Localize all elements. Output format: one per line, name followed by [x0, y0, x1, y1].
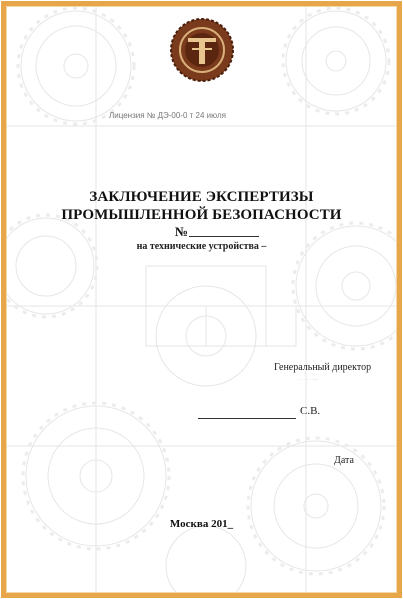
signature-blank-line: [198, 418, 296, 419]
document-subtitle: на технические устройства –: [136, 241, 267, 252]
date-label: Дата: [334, 455, 354, 466]
city-year: Москва 201_: [169, 518, 234, 530]
signatory-initials: С.В.: [300, 405, 321, 417]
redacted-area: [240, 110, 270, 122]
document-number-label: №: [175, 224, 189, 239]
signatory-position: Генеральный директор: [274, 362, 372, 373]
license-text: Лицензия № ДЭ-00-0 т 24 июля: [109, 111, 226, 120]
orange-frame-border: [1, 1, 402, 598]
company-logo-icon: [170, 18, 234, 82]
document-number-blank-line: [189, 236, 259, 237]
document-title-line-1: ЗАКЛЮЧЕНИЕ ЭКСПЕРТИЗЫ: [89, 189, 314, 205]
document-title-line-2: ПРОМЫШЛЕННОЙ БЕЗОПАСНОСТИ: [61, 207, 342, 223]
faded-signatory-mark: · · · · · —: [298, 378, 318, 383]
